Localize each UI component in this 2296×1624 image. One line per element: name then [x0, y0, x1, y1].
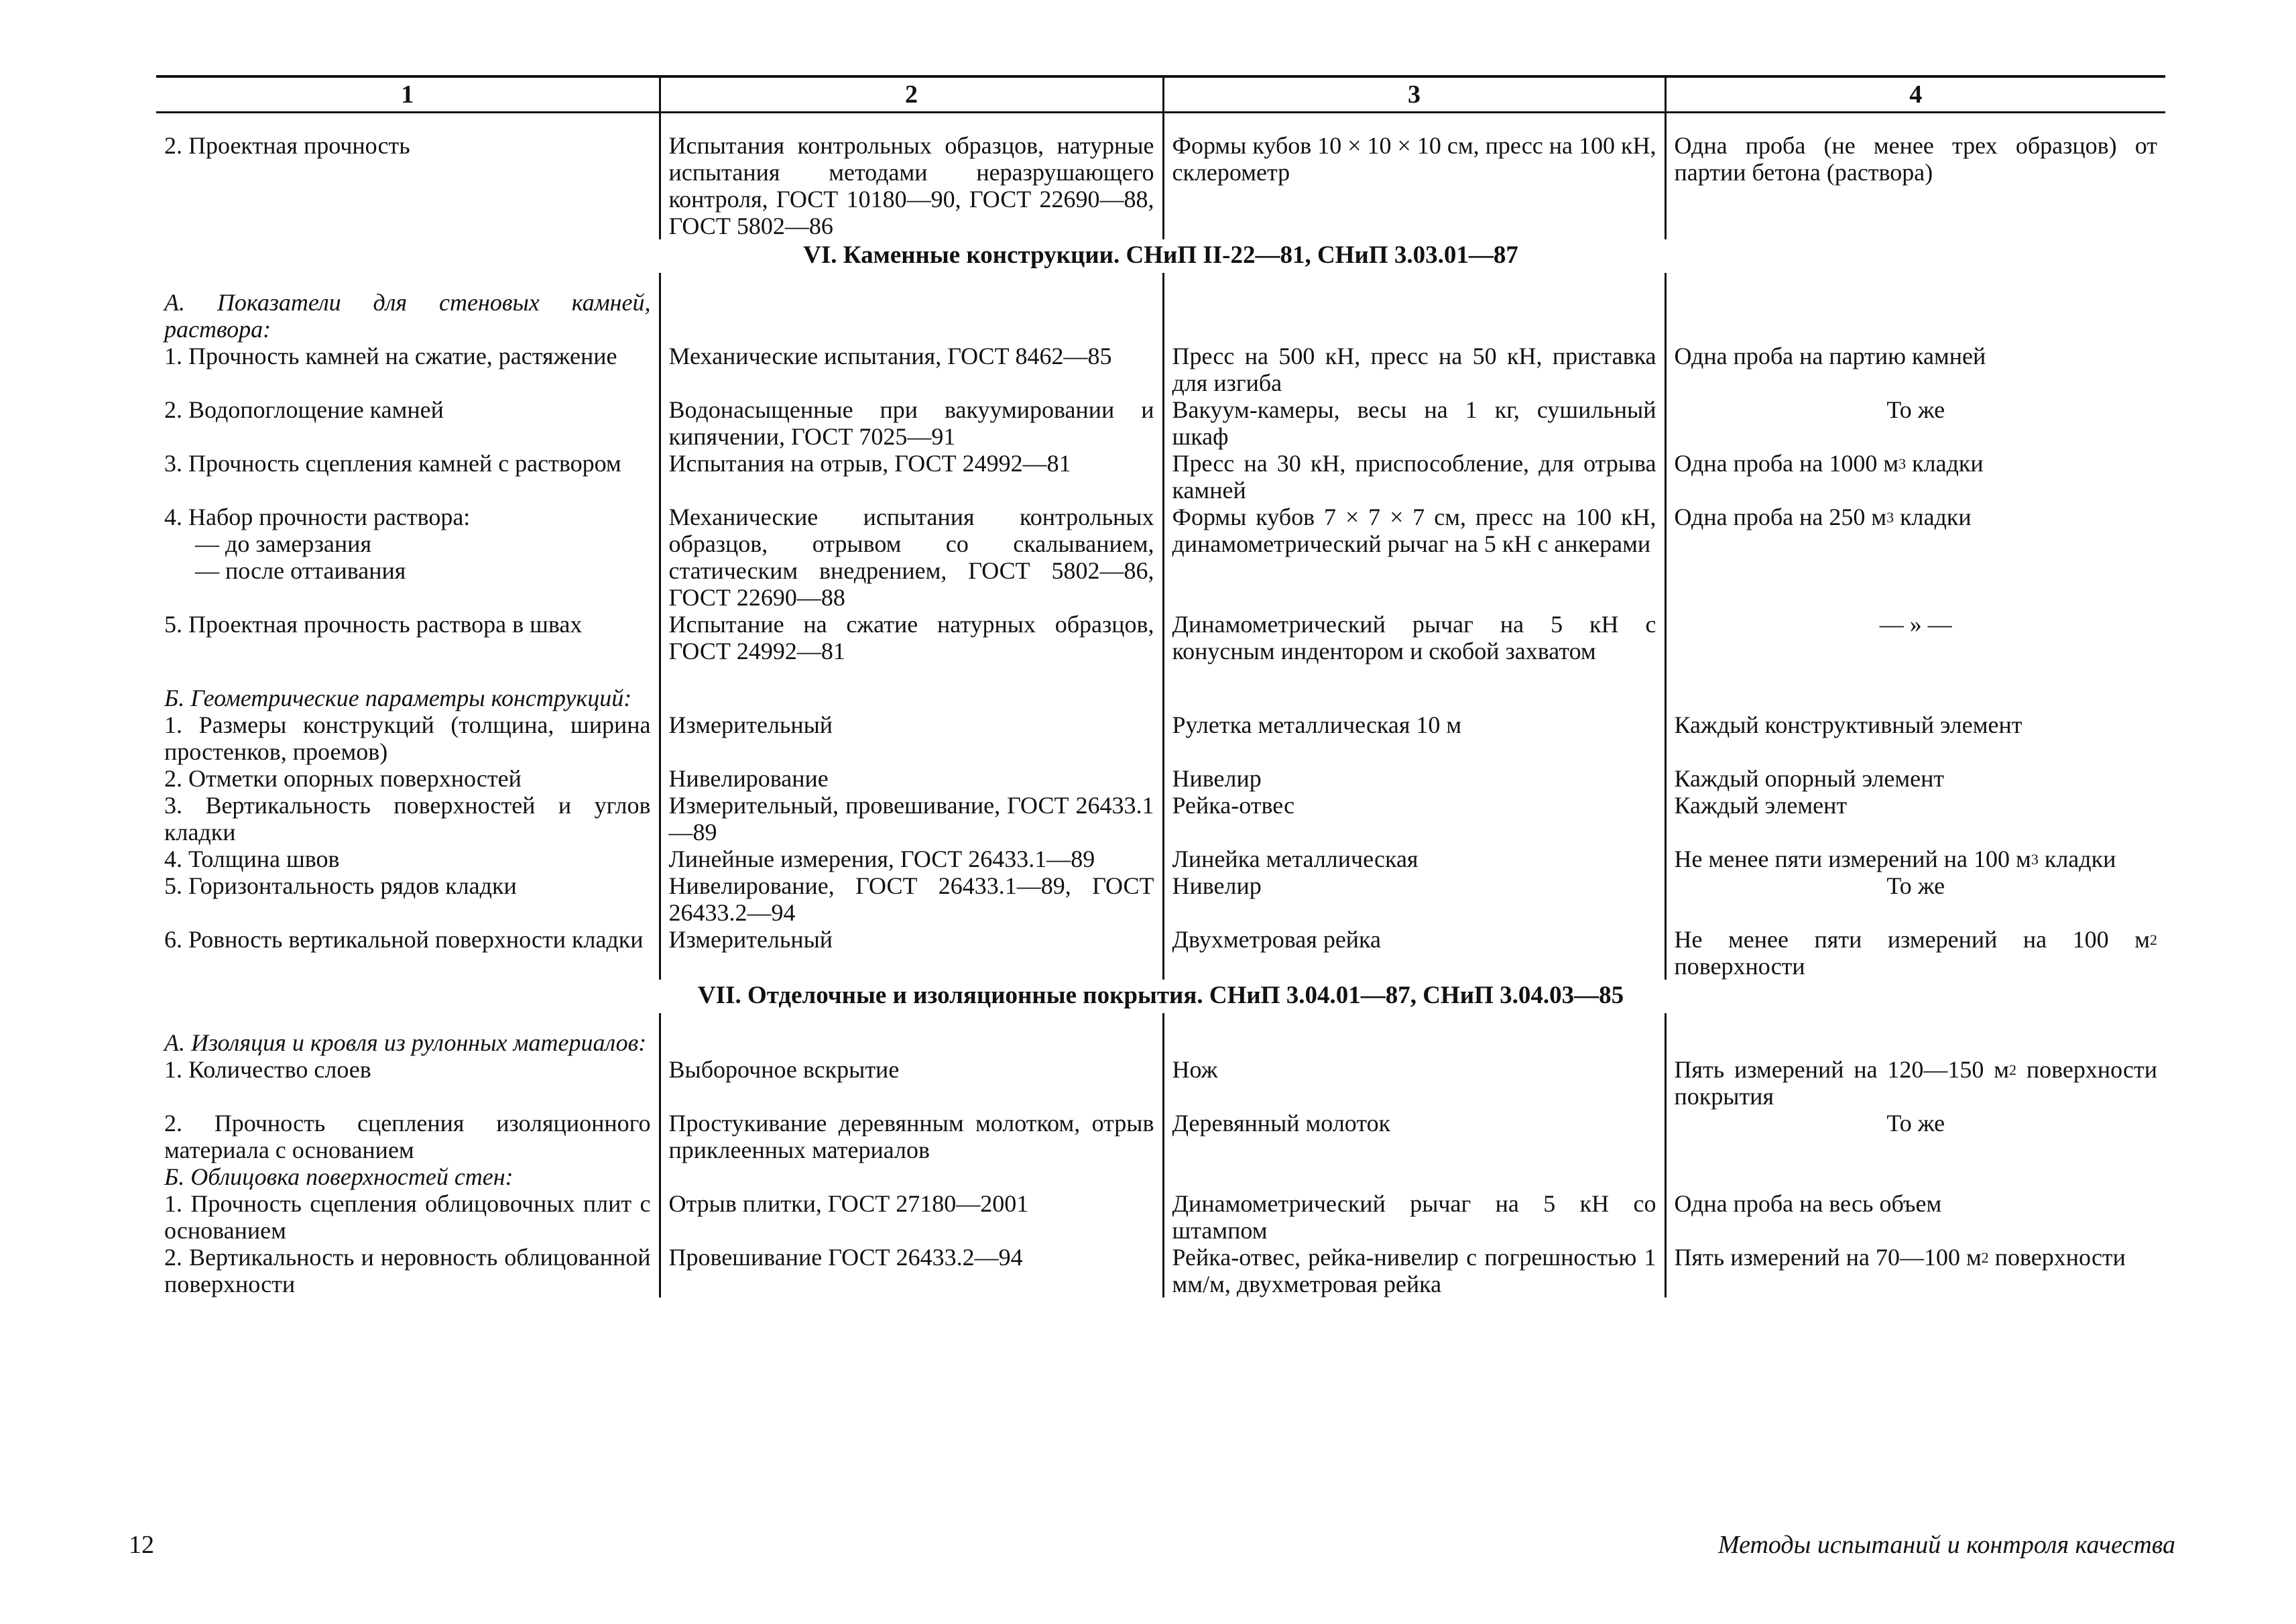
cell-method: Испытания контрольных образцов, натурные испытания методами неразрушающего контроля, ГОСТ 10180—90, ГОСТ 22690—88, ГОСТ 5802—86	[660, 113, 1163, 240]
cell-frequency: Не менее пяти измерений на 100 $м^2$ поверхности	[1665, 926, 2165, 980]
cell-method: Механические испытания контрольных образцов, отрывом со скалыванием, статическим внедрением, ГОСТ 5802—86, ГОСТ 22690—88	[660, 504, 1163, 611]
cell-method: Провешивание ГОСТ 26433.2—94	[660, 1244, 1163, 1297]
table-row	[156, 926, 2165, 980]
cell-parameter: 2. Водопоглощение камней	[164, 396, 444, 423]
header-row	[156, 76, 2165, 113]
table-row	[156, 113, 2165, 240]
table-row	[156, 343, 2165, 396]
cell-parameter: 4. Толщина швов	[164, 846, 340, 872]
section-title: VII. Отделочные и изоляционные покрытия. СНиП 3.04.01—87, СНиП 3.04.03—85	[697, 982, 1624, 1009]
cell-frequency: Каждый элемент	[1665, 792, 2165, 846]
table-row	[156, 1190, 2165, 1244]
cell-method: Испытания на отрыв, ГОСТ 24992—81	[660, 450, 1163, 504]
cell-parameter: 1. Количество слоев	[164, 1056, 371, 1083]
cell-equipment: Рейка-отвес	[1163, 792, 1665, 846]
cell-equipment: Нож	[1163, 1056, 1665, 1110]
cell-parameter: 3. Вертикальность поверхностей и углов кладки	[164, 792, 651, 846]
cell-method: Измерительный	[660, 926, 1163, 980]
table-row	[156, 711, 2165, 765]
cell-method: Водонасыщенные при вакуумировании и кипячении, ГОСТ 7025—91	[660, 396, 1163, 450]
cell-method: Выборочное вскрытие	[660, 1056, 1163, 1110]
cell-frequency: Каждый опорный элемент	[1665, 765, 2165, 792]
cell-frequency: То же	[1665, 396, 2165, 450]
cell-frequency: Одна проба на 250 $м^3$ кладки	[1665, 504, 2165, 611]
cell-frequency: Каждый конструктивный элемент	[1665, 711, 2165, 765]
table-row	[156, 846, 2165, 872]
section-title: VI. Каменные конструкции. СНиП II-22—81, СНиП 3.03.01—87	[803, 241, 1518, 269]
cell-frequency: Одна проба на партию камней	[1665, 343, 2165, 396]
cell-equipment: Вакуум-камеры, весы на 1 кг, сушильный шкаф	[1163, 396, 1665, 450]
cell-method: Линейные измерения, ГОСТ 26433.1—89	[660, 846, 1163, 872]
cell-equipment: Нивелир	[1163, 765, 1665, 792]
cell-equipment: Деревянный молоток	[1163, 1110, 1665, 1163]
cell-parameter: 2. Вертикальность и неровность облицованной поверхности	[164, 1244, 651, 1297]
cell-parameter: 2. Проектная прочность	[164, 132, 410, 159]
cell-method: Измерительный	[660, 711, 1163, 765]
cell-method: Измерительный, провешивание, ГОСТ 26433.1—89	[660, 792, 1163, 846]
cell-frequency: Одна проба на 1000 $м^3$ кладки	[1665, 450, 2165, 504]
cell-method: Испытание на сжатие натурных образцов, ГОСТ 24992—81	[660, 611, 1163, 664]
column-header-3: 3	[1163, 76, 1665, 113]
cell-equipment: Пресс на 500 кН, пресс на 50 кН, приставка для изгиба	[1163, 343, 1665, 396]
table-row	[156, 1056, 2165, 1110]
subheading: А. Изоляция и кровля из рулонных материалов:	[164, 1029, 647, 1056]
cell-frequency: То же	[1665, 1110, 2165, 1163]
cell-parameter: 1. Прочность камней на сжатие, растяжение	[164, 343, 617, 369]
table-row	[156, 396, 2165, 450]
subheading-row	[156, 685, 2165, 711]
cell-parameter: 5. Горизонтальность рядов кладки	[164, 872, 517, 899]
column-header-4: 4	[1665, 76, 2165, 113]
page-number: 12	[129, 1531, 154, 1559]
cell-equipment: Нивелир	[1163, 872, 1665, 926]
cell-equipment: Динамометрический рычаг на 5 кН со штампом	[1163, 1190, 1665, 1244]
cell-method: Нивелирование	[660, 765, 1163, 792]
table-row	[156, 872, 2165, 926]
cell-equipment: Рейка-отвес, рейка-нивелир с погрешностью 1 мм/м, двухметровая рейка	[1163, 1244, 1665, 1297]
subheading: Б. Геометрические параметры конструкций:	[164, 685, 632, 711]
cell-frequency: — » —	[1665, 611, 2165, 664]
cell-frequency: Не менее пяти измерений на 100 $м^3$ кладки	[1665, 846, 2165, 872]
cell-parameter: 1. Размеры конструкций (толщина, ширина простенков, проемов)	[164, 711, 651, 765]
cell-parameter: 2. Отметки опорных поверхностей	[164, 765, 522, 792]
cell-method: Простукивание деревянным молотком, отрыв приклеенных материалов	[660, 1110, 1163, 1163]
cell-parameter: 2. Прочность сцепления изоляционного материала с основанием	[164, 1110, 651, 1163]
cell-frequency: Пять измерений на 70—100 $м^2$ поверхности	[1665, 1244, 2165, 1297]
table-row	[156, 765, 2165, 792]
cell-equipment: Формы кубов 10 × 10 × 10 см, пресс на 100 кН, склерометр	[1163, 113, 1665, 240]
table-row	[156, 1110, 2165, 1163]
cell-equipment: Пресс на 30 кН, приспособление, для отрыва камней	[1163, 450, 1665, 504]
section-heading-row	[156, 239, 2165, 273]
table-row	[156, 504, 2165, 611]
table	[156, 75, 2165, 1297]
cell-parameter: 4. Набор прочности раствора: — до замерзания — после оттаивания	[164, 504, 471, 584]
running-footer-title: Методы испытаний и контроля качества	[1717, 1531, 2175, 1559]
cell-method: Отрыв плитки, ГОСТ 27180—2001	[660, 1190, 1163, 1244]
subheading-row	[156, 1013, 2165, 1056]
cell-method: Нивелирование, ГОСТ 26433.1—89, ГОСТ 26433.2—94	[660, 872, 1163, 926]
cell-parameter: 3. Прочность сцепления камней с раствором	[164, 450, 621, 477]
column-header-2: 2	[660, 76, 1163, 113]
table-row	[156, 611, 2165, 664]
cell-frequency: То же	[1665, 872, 2165, 926]
cell-frequency: Одна проба (не менее трех образцов) от партии бетона (раствора)	[1665, 113, 2165, 240]
cell-frequency: Одна проба на весь объем	[1665, 1190, 2165, 1244]
table-row	[156, 450, 2165, 504]
subheading: А. Показатели для стеновых камней, раствора:	[164, 289, 651, 343]
cell-equipment: Двухметровая рейка	[1163, 926, 1665, 980]
subheading-row	[156, 1163, 2165, 1190]
cell-equipment: Динамометрический рычаг на 5 кН с конусным индентором и скобой захватом	[1163, 611, 1665, 664]
quality-control-table	[156, 75, 2165, 1297]
cell-equipment: Формы кубов 7 × 7 × 7 см, пресс на 100 кН, динамометрический рычаг на 5 кН с анкерами	[1163, 504, 1665, 611]
cell-equipment: Рулетка металлическая 10 м	[1163, 711, 1665, 765]
cell-method: Механические испытания, ГОСТ 8462—85	[660, 343, 1163, 396]
subheading-row	[156, 273, 2165, 343]
cell-equipment: Линейка металлическая	[1163, 846, 1665, 872]
table-row	[156, 1244, 2165, 1297]
column-header-1: 1	[156, 76, 660, 113]
table-row	[156, 792, 2165, 846]
cell-parameter: 5. Проектная прочность раствора в швах	[164, 611, 583, 638]
cell-parameter: 1. Прочность сцепления облицовочных плит с основанием	[164, 1190, 651, 1244]
cell-frequency: Пять измерений на 120—150 $м^2$ поверхности покрытия	[1665, 1056, 2165, 1110]
cell-parameter: 6. Ровность вертикальной поверхности кладки	[164, 926, 644, 953]
section-heading-row	[156, 980, 2165, 1013]
subheading: Б. Облицовка поверхностей стен:	[164, 1163, 513, 1190]
